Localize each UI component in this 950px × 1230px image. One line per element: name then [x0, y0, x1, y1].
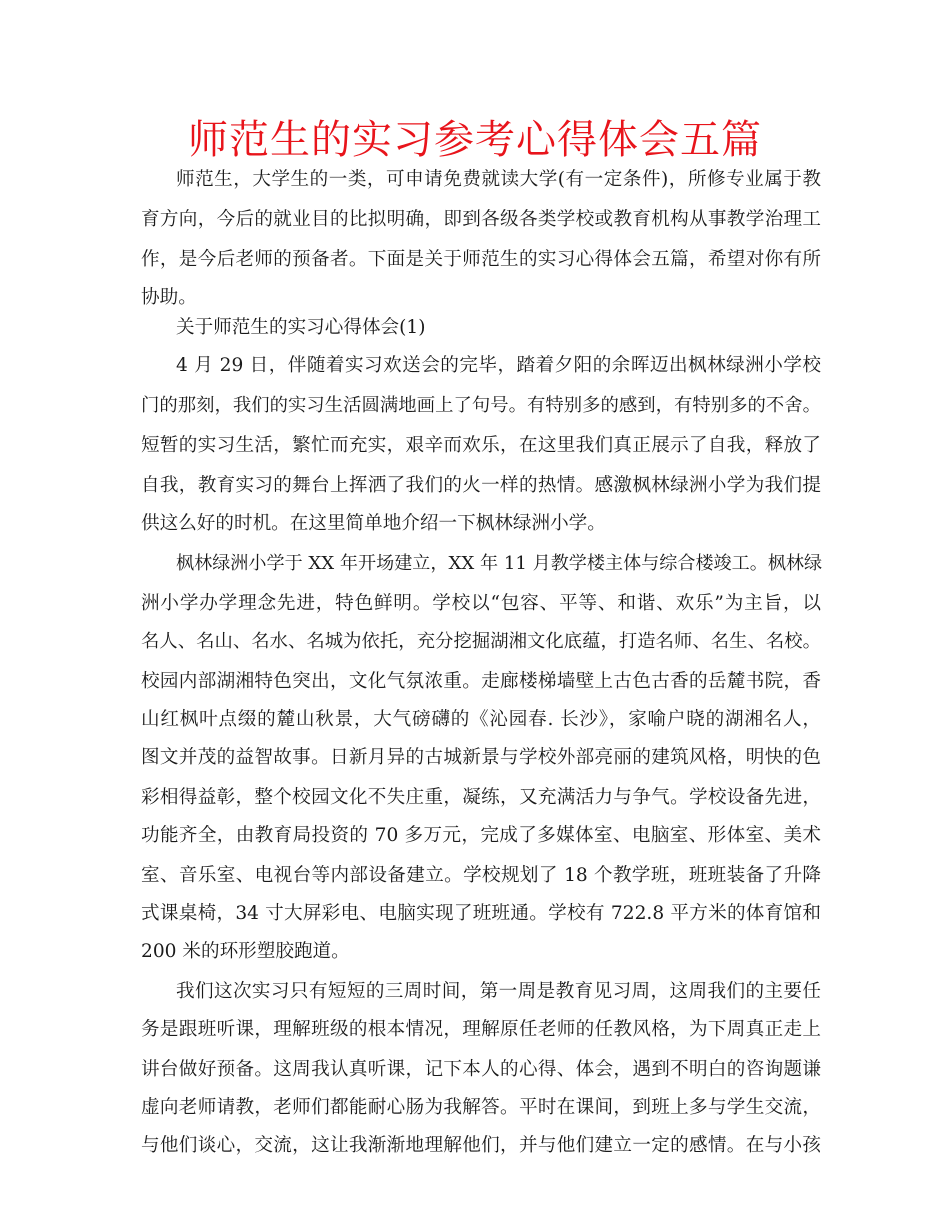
section-heading: 关于师范生的实习心得体会(1)	[176, 317, 426, 338]
paragraph-line: 务是跟班听课，理解班级的根本情况，理解原任老师的任教风格，为下周真正走上	[141, 1019, 821, 1040]
paragraph-line: 虚向老师请教，老师们都能耐心肠为我解答。平时在课间，到班上多与学生交流，	[141, 1097, 821, 1118]
paragraph-line: 与他们谈心，交流，这让我渐渐地理解他们，并与他们建立一定的感情。在与小孩	[141, 1135, 821, 1156]
paragraph-line: 枫林绿洲小学于 XX 年开场建立，XX 年 11 月教学楼主体与综合楼竣工。枫林绿	[176, 553, 823, 574]
paragraph-line: 式课桌椅，34 寸大屏彩电、电脑实现了班班通。学校有 722.8 平方米的体育馆和	[141, 903, 821, 924]
paragraph-line: 山红枫叶点缀的麓山秋景，大气磅礴的《沁园春. 长沙》，家喻户晓的湖湘名人，	[141, 709, 821, 730]
paragraph-line: 自我，教育实习的舞台上挥洒了我们的火一样的热情。感激枫林绿洲小学为我们提	[141, 475, 821, 496]
paragraph-line: 4 月 29 日，伴随着实习欢送会的完毕，踏着夕阳的余晖迈出枫林绿洲小学校	[176, 355, 821, 376]
paragraph-line: 室、音乐室、电视台等内部设备建立。学校规划了 18 个教学班，班班装备了升降	[141, 865, 821, 886]
paragraph-line: 我们这次实习只有短短的三周时间，第一周是教育见习周，这周我们的主要任	[176, 981, 821, 1002]
paragraph-line: 名人、名山、名水、名城为依托，充分挖掘湖湘文化底蕴，打造名师、名生、名校。	[141, 631, 821, 652]
paragraph-line: 师范生，大学生的一类，可申请免费就读大学(有一定条件)，所修专业属于教	[176, 169, 821, 190]
paragraph-line: 功能齐全，由教育局投资的 70 多万元，完成了多媒体室、电脑室、形体室、美术	[141, 825, 821, 846]
paragraph-line: 育方向，今后的就业目的比拟明确，即到各级各类学校或教育机构从事教学治理工	[141, 209, 821, 230]
paragraph-line: 彩相得益彰，整个校园文化不失庄重，凝练，又充满活力与争气。学校设备先进，	[141, 787, 821, 808]
paragraph-line: 校园内部湖湘特色突出，文化气氛浓重。走廊楼梯墙壁上古色古香的岳麓书院，香	[141, 671, 821, 692]
paragraph-line: 讲台做好预备。这周我认真听课，记下本人的心得、体会，遇到不明白的咨询题谦	[141, 1059, 821, 1080]
paragraph-line: 作，是今后老师的预备者。下面是关于师范生的实习心得体会五篇，希望对你有所	[141, 249, 821, 270]
paragraph-line: 供这么好的时机。在这里简单地介绍一下枫林绿洲小学。	[141, 513, 606, 534]
document-title: 师范生的实习参考心得体会五篇	[188, 117, 762, 163]
paragraph-line: 图文并茂的益智故事。日新月异的古城新景与学校外部亮丽的建筑风格，明快的色	[141, 747, 821, 768]
paragraph-line: 短暂的实习生活，繁忙而充实，艰辛而欢乐，在这里我们真正展示了自我，释放了	[141, 435, 821, 456]
paragraph-line: 200 米的环形塑胶跑道。	[141, 941, 350, 962]
paragraph-line: 洲小学办学理念先进，特色鲜明。学校以“包容、平等、和谐、欢乐”为主旨，以	[141, 593, 821, 614]
paragraph-line: 门的那刻，我们的实习生活圆满地画上了句号。有特别多的感到，有特别多的不舍。	[141, 395, 821, 416]
paragraph-line: 协助。	[141, 287, 197, 308]
